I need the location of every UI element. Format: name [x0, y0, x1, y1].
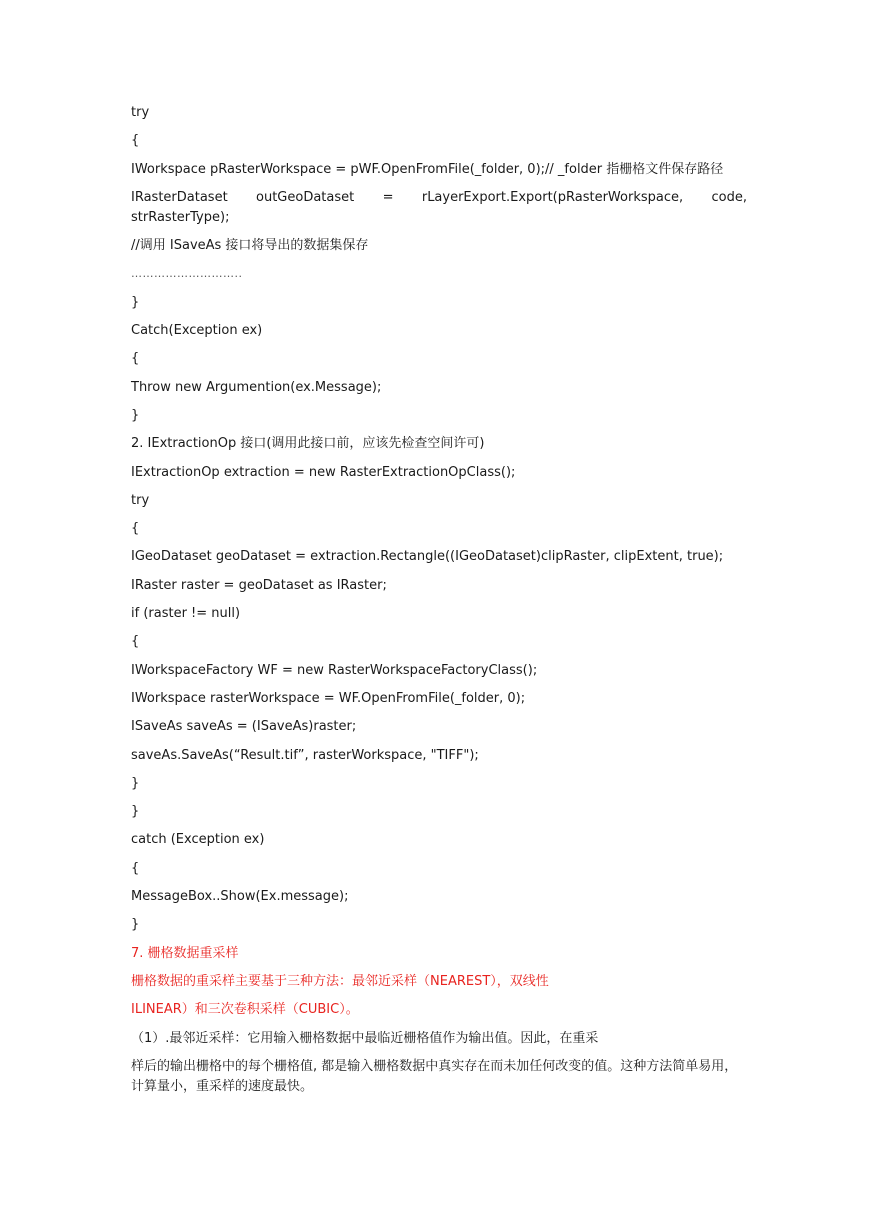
red-text-line: ILINEAR）和三次卷积采样（CUBIC）。: [131, 1002, 359, 1018]
code-line: Throw new Argumention(ex.Message);: [131, 379, 382, 395]
code-line: }: [131, 294, 140, 310]
code-token: code,: [711, 189, 747, 205]
code-line: catch (Exception ex): [131, 832, 265, 848]
code-line: if (raster != null): [131, 606, 241, 622]
code-line: }: [131, 775, 140, 791]
code-line: saveAs.SaveAs(“Result.tif”, rasterWorkspace, "TIFF");: [131, 747, 479, 763]
code-token: rLayerExport.Export(pRasterWorkspace,: [421, 189, 684, 205]
code-line: IExtractionOp extraction = new RasterExtractionOpClass();: [131, 464, 516, 480]
ellipsis-line: ………………………..: [131, 267, 243, 281]
nearest-paragraph: 样后的输出栅格中的每个栅格值, 都是输入栅格数据中真实存在而未加任何改变的值。这种方法简单易用，计算量小，重采样的速度最快。: [131, 1058, 738, 1094]
code-line: {: [131, 634, 140, 650]
code-line: {: [131, 133, 140, 149]
code-token: outGeoDataset: [256, 189, 355, 205]
code-line: IGeoDataset geoDataset = extraction.Rectangle((IGeoDataset)clipRaster, clipExtent, true);: [131, 549, 724, 565]
comment-line: //调用 ISaveAs 接口将导出的数据集保存: [131, 238, 369, 254]
code-line-justified: [131, 188, 747, 208]
code-line: {: [131, 521, 140, 537]
code-line: IWorkspace pRasterWorkspace = pWF.OpenFromFile(_folder, 0);// _folder 指栅格文件保存路径: [131, 161, 724, 177]
code-line: Catch(Exception ex): [131, 323, 263, 339]
code-line: try: [131, 492, 150, 508]
code-line: IRaster raster = geoDataset as IRaster;: [131, 577, 387, 593]
section-title-resampling: 7. 栅格数据重采样: [131, 945, 239, 961]
document-page: [131, 103, 747, 1105]
code-line: ISaveAs saveAs = (ISaveAs)raster;: [131, 719, 357, 735]
code-line: }: [131, 804, 140, 820]
code-line: try: [131, 105, 150, 120]
code-token: IRasterDataset: [131, 189, 228, 205]
code-line: {: [131, 860, 140, 876]
section-heading: 2. IExtractionOp 接口(调用此接口前，应该先检查空间许可): [131, 436, 485, 452]
code-line: IWorkspace rasterWorkspace = WF.OpenFromFile(_folder, 0);: [131, 690, 526, 706]
code-line: MessageBox..Show(Ex.message);: [131, 889, 349, 905]
code-line: {: [131, 351, 140, 367]
code-token: =: [382, 189, 394, 205]
code-line-continuation: strRasterType);: [131, 209, 230, 225]
code-line: }: [131, 917, 140, 933]
code-line: IWorkspaceFactory WF = new RasterWorkspaceFactoryClass();: [131, 662, 538, 678]
code-line: }: [131, 407, 140, 423]
red-text-line: 栅格数据的重采样主要基于三种方法：最邻近采样（NEAREST），双线性: [131, 973, 549, 989]
nearest-heading: （1）.最邻近采样：它用输入栅格数据中最临近栅格值作为输出值。因此，在重采: [131, 1030, 599, 1046]
